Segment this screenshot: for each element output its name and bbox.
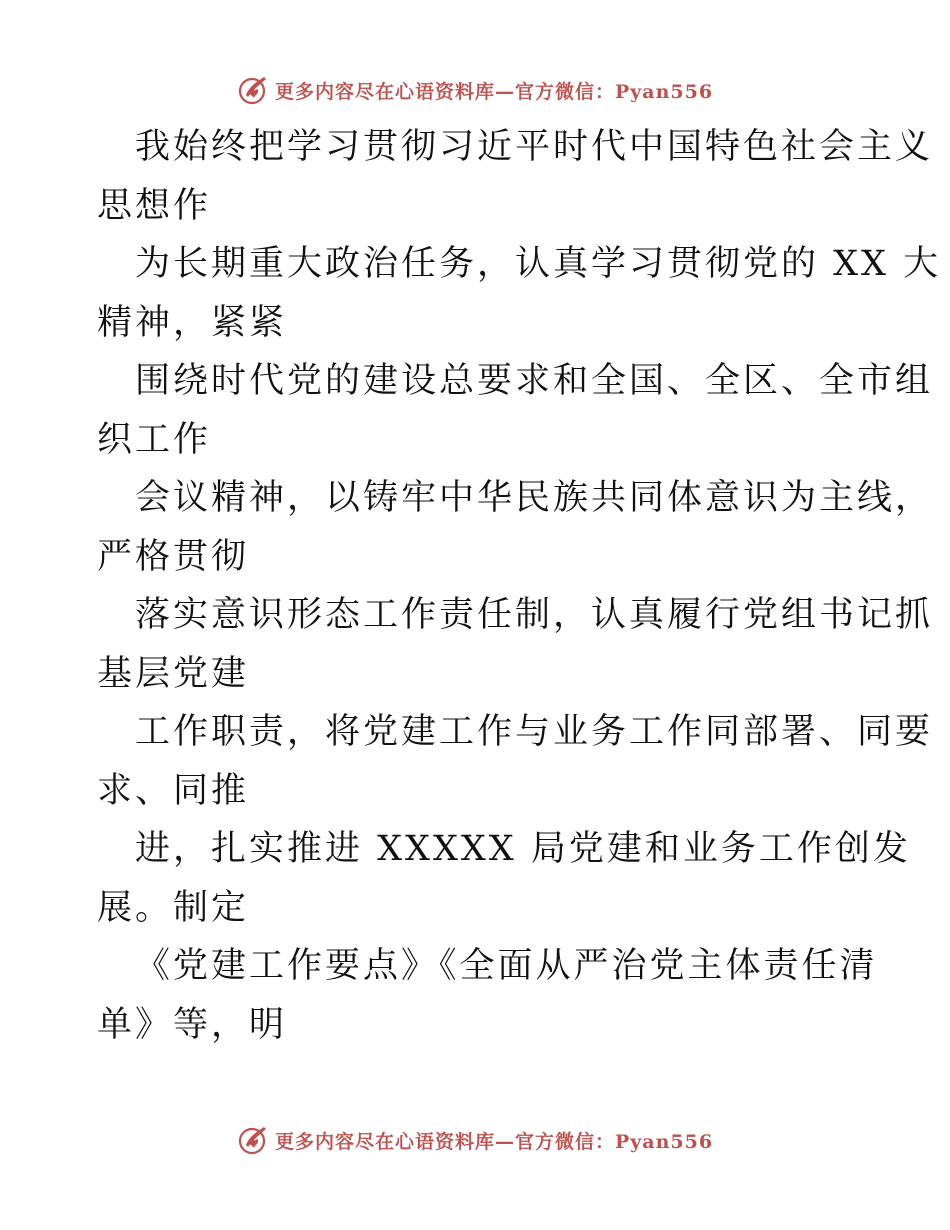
- text-line: 落实意识形态工作责任制，认真履行党组书记抓: [135, 595, 934, 635]
- footer-banner: [0, 1120, 950, 1160]
- document-body: [97, 118, 942, 1054]
- text-line: 精神，紧紧: [97, 302, 288, 343]
- text-line: 进，扎实推进 XXXXX 局党建和业务工作创发: [135, 829, 911, 869]
- header-banner-text: 更多内容尽在心语资料库—官方微信：Pyan556: [274, 80, 714, 103]
- text-line: 工作职责，将党建工作与业务工作同部署、同要: [135, 712, 934, 752]
- text-line: 基层党建: [97, 653, 250, 694]
- text-line: 展。制定: [97, 887, 250, 928]
- text-line: 严格贯彻: [97, 536, 250, 577]
- text-line: 会议精神，以铸牢中华民族共同体意识为主线，: [135, 478, 934, 518]
- text-line: 《党建工作要点》《全面从严治党主体责任清: [135, 946, 878, 986]
- text-line: 围绕时代党的建设总要求和全国、全区、全市组: [135, 361, 934, 401]
- text-line: 我始终把学习贯彻习近平时代中国特色社会主义: [135, 127, 934, 167]
- text-line: 求、同推: [97, 770, 250, 811]
- text-line: 为长期重大政治任务，认真学习贯彻党的 XX 大: [135, 244, 942, 284]
- text-line: 思想作: [97, 185, 212, 226]
- pen-heart-logo-icon: [237, 73, 271, 107]
- pen-heart-logo-icon: [237, 1123, 271, 1157]
- text-line: 织工作: [97, 419, 212, 460]
- footer-banner-text: 更多内容尽在心语资料库—官方微信：Pyan556: [274, 1130, 714, 1153]
- text-line: 单》等，明: [97, 1004, 288, 1045]
- header-banner: [0, 70, 950, 110]
